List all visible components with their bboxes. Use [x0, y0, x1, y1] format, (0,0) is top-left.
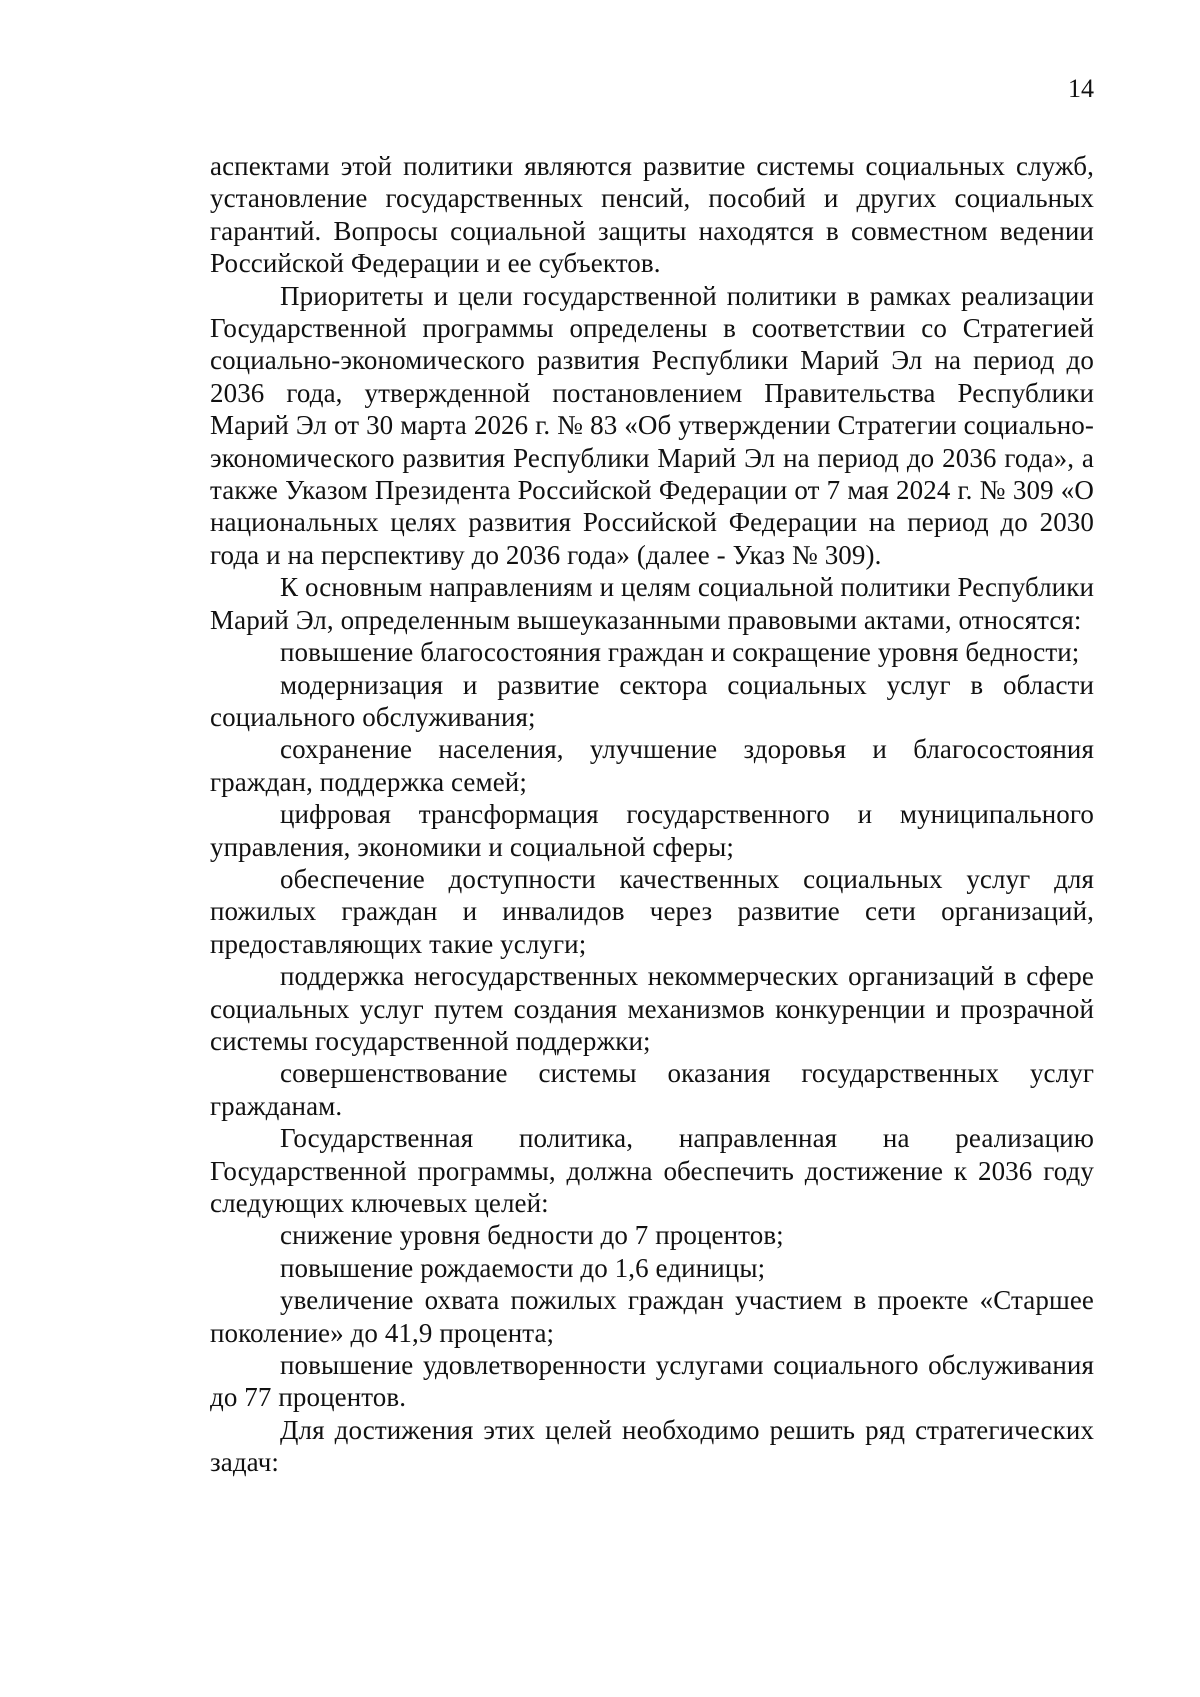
page-number: 14 — [1068, 74, 1094, 103]
list-item: снижение уровня бедности до 7 процентов; — [280, 1220, 784, 1251]
list-item: повышение рождаемости до 1,6 единицы; — [280, 1252, 766, 1283]
list-item: сохранение населения, улучшение здоровья и благосостояния граждан, поддержка семей; — [210, 734, 1094, 797]
paragraph: К основным направлениям и целям социальной политики Республики Марий Эл, определенным вышеуказанными правовыми актами, относятся: — [210, 572, 1094, 635]
paragraph: аспектами этой политики являются развитие системы социальных служб, установление государственных пенсий, пособий и других социальных гарантий. Вопросы социальной защиты находятся в совместном ведении Российской Федерации и ее субъектов. — [210, 151, 1094, 279]
list-item: совершенствование системы оказания государственных услуг гражданам. — [210, 1058, 1094, 1121]
list-item: модернизация и развитие сектора социальных услуг в области социального обслуживания; — [210, 669, 1094, 732]
paragraph: Государственная политика, направленная на реализацию Государственной программы, должна обеспечить достижение к 2036 году следующих ключевых целей: — [210, 1123, 1094, 1218]
list-item: поддержка негосударственных некоммерческих организаций в сфере социальных услуг путем создания механизмов конкуренции и прозрачной системы государственной поддержки; — [210, 961, 1094, 1056]
list-item: повышение благосостояния граждан и сокращение уровня бедности; — [280, 637, 1080, 668]
list-item: обеспечение доступности качественных социальных услуг для пожилых граждан и инвалидов через развитие сети организаций, предоставляющих такие услуги; — [210, 863, 1094, 959]
document-body — [210, 150, 1094, 1479]
list-item: цифровая трансформация государственного и муниципального управления, экономики и социальной сферы; — [210, 799, 1094, 862]
paragraph: Для достижения этих целей необходимо решить ряд стратегических задач: — [210, 1414, 1094, 1478]
list-item: повышение удовлетворенности услугами социального обслуживания до 77 процентов. — [210, 1350, 1094, 1413]
list-item: увеличение охвата пожилых граждан участием в проекте «Старшее поколение» до 41,9 процента; — [210, 1285, 1094, 1348]
paragraph: Приоритеты и цели государственной политики в рамках реализации Государственной программы определены в соответствии со Стратегией социально-экономического развития Республики Марий Эл на период до 2036 года, утвержденной постановлением Правительства Республики Марий Эл от 30 марта 2026 г. № 83 «Об утверждении Стратегии социально-экономического развития Республики Марий Эл на период до 2036 года», а также Указом Президента Российской Федерации от 7 мая 2024 г. № 309 «О национальных целях развития Российской Федерации на период до 2030 года и на перспективу до 2036 года» (далее - Указ № 309). — [210, 280, 1094, 570]
